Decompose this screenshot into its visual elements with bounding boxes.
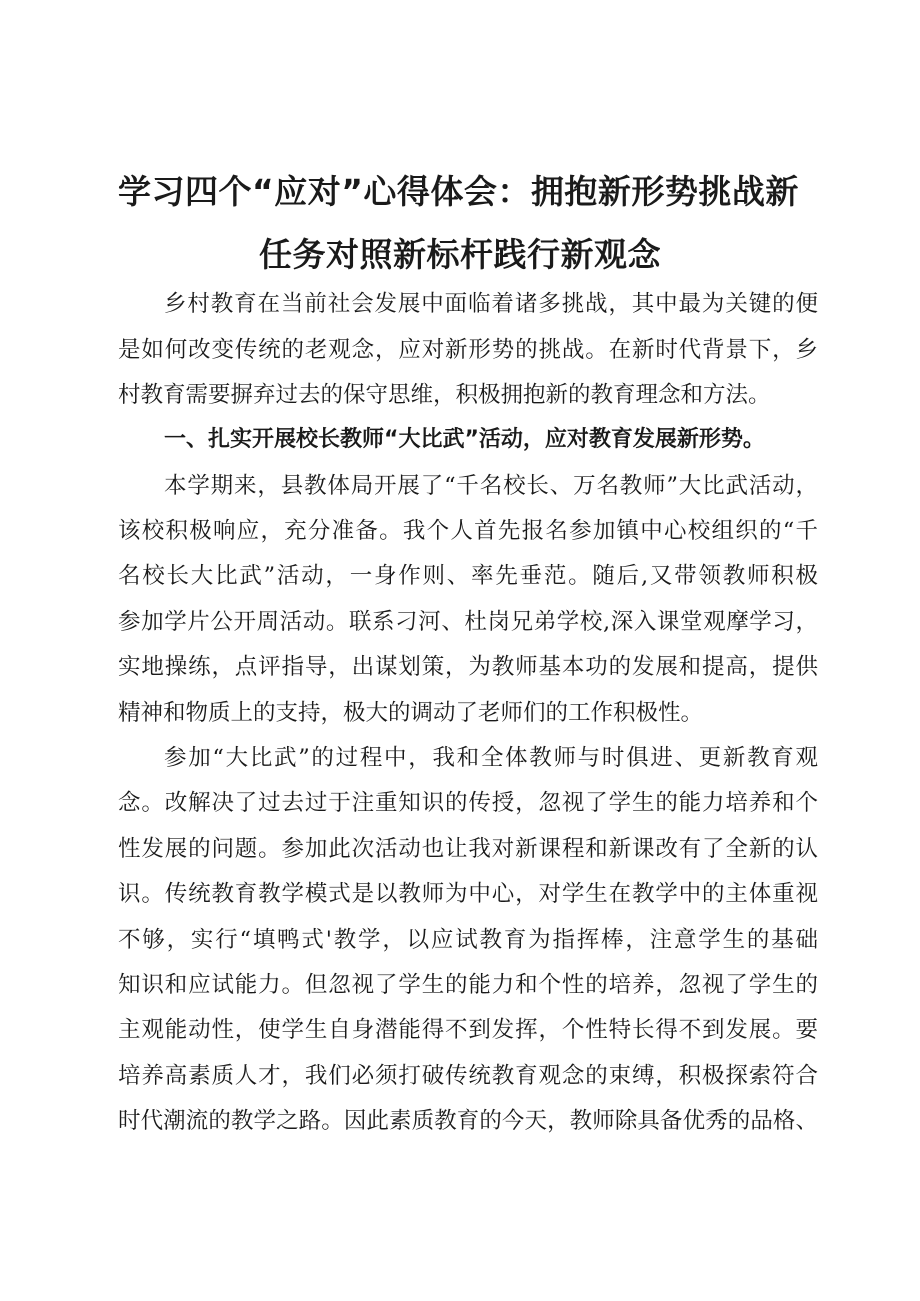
paragraph-line: 参加“大比武”的过程中，我和全体教师与时俱进、更新教育观: [164, 745, 818, 771]
section-heading: 一、扎实开展校长教师“大比武”活动，应对教育发展新形势。: [164, 427, 765, 452]
document-title-line-1: 学习四个“应对”心得体会：拥抱新形势挑战新: [118, 172, 799, 211]
paragraph-line: 该校积极响应，充分准备。我个人首先报名参加镇中心校组织的“千: [118, 518, 818, 544]
paragraph-line: 性发展的问题。参加此次活动也让我对新课程和新课改有了全新的认: [118, 836, 818, 862]
paragraph-line: 实地操练，点评指导，出谋划策，为教师基本功的发展和提高，提供: [118, 654, 818, 680]
paragraph-line: 乡村教育在当前社会发展中面临着诸多挑战，其中最为关键的便: [164, 291, 818, 317]
paragraph-line: 时代潮流的教学之路。因此素质教育的今天，教师除具备优秀的品格、: [118, 1108, 818, 1134]
document-title-line-2: 任务对照新标杆践行新观念: [259, 235, 661, 274]
paragraph-line: 本学期来，县教体局开展了“千名校长、万名教师”大比武活动，: [164, 473, 818, 499]
paragraph-line: 培养高素质人才，我们必须打破传统教育观念的束缚，积极探索符合: [118, 1063, 818, 1089]
paragraph-line: 识。传统教育教学模式是以教师为中心，对学生在教学中的主体重视: [118, 881, 818, 907]
paragraph-line: 村教育需要摒弃过去的保守思维，积极拥抱新的教育理念和方法。: [118, 382, 771, 408]
paragraph-line: 主观能动性，使学生自身潜能得不到发挥，个性特长得不到发展。要: [118, 1017, 818, 1043]
paragraph-line: 不够，实行“填鸭式'教学，以应试教育为指挥棒，注意学生的基础: [118, 927, 818, 953]
paragraph-line: 参加学片公开周活动。联系刁河、杜岗兄弟学校,深入课堂观摩学习，: [118, 609, 818, 635]
paragraph-line: 知识和应试能力。但忽视了学生的能力和个性的培养，忽视了学生的: [118, 972, 818, 998]
paragraph-line: 是如何改变传统的老观念，应对新形势的挑战。在新时代背景下，乡: [118, 337, 818, 363]
paragraph-line: 精神和物质上的支持，极大的调动了老师们的工作积极性。: [118, 700, 704, 726]
paragraph-line: 名校长大比武”活动，一身作则、率先垂范。随后,又带领教师积极: [118, 563, 818, 589]
paragraph-line: 念。改解决了过去过于注重知识的传授，忽视了学生的能力培养和个: [118, 790, 818, 816]
